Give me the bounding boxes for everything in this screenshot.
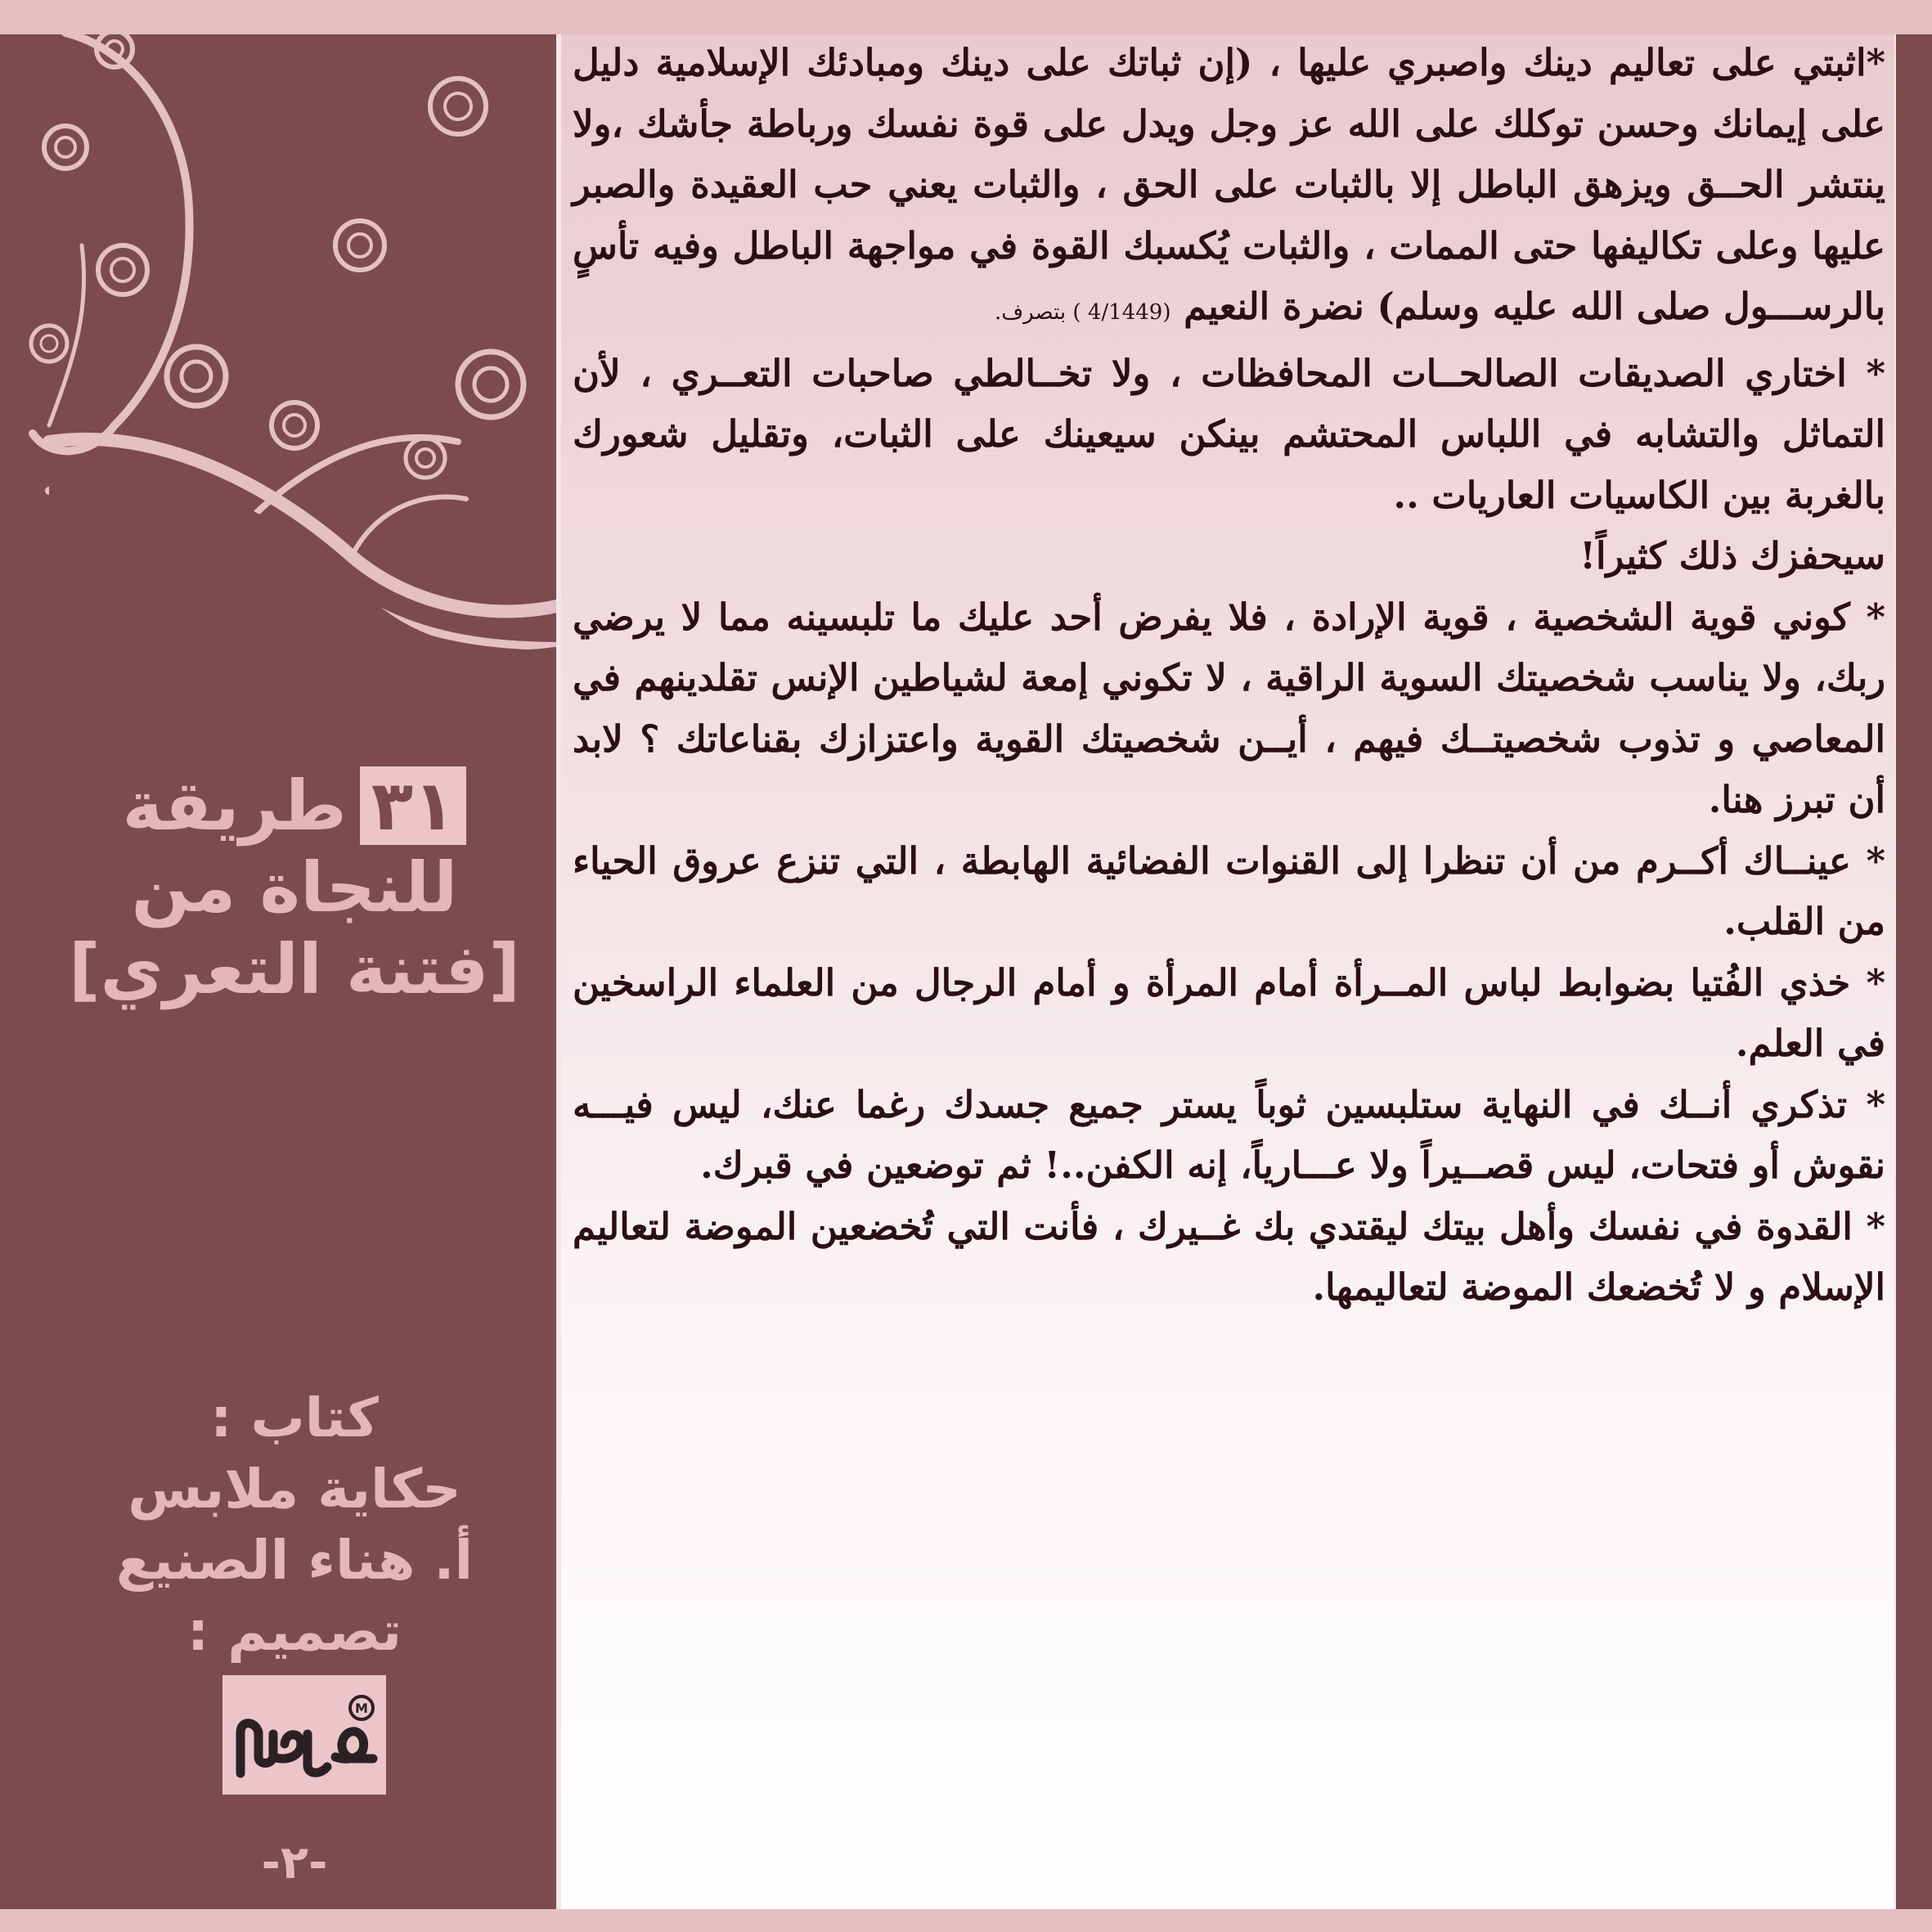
paragraph-4: * عينــاك أكــرم من أن تنظرا إلى القنوات الفضائية الهابطة ، التي تنزع عروق الحياء من القلب. [573,838,1885,943]
paragraph-6: * تذكري أنــك في النهاية ستلبسين ثوباً يستر جميع جسدك رغما عنك، ليس فيـــه نقوش أو فتحات، ليس قصــيراً ولا عـــارياً، إنه الكفن..! ثم توضعين في قبرك. [573,1082,1885,1187]
swirl-ornament-icon [0,0,560,654]
title-line-1-text: طريقة [122,766,347,846]
credit-author: أ. هناء الصنيع [115,1529,474,1592]
title-line-1 [49,765,540,847]
sidebar [0,0,560,1932]
sidebar-title [49,765,540,1010]
paragraph-2b: سيحفزك ذلك كثيراً! [1579,534,1885,577]
credit-book-name: حكاية ملابس [128,1458,461,1521]
credits [49,1382,540,1667]
svg-text:M: M [355,1701,368,1716]
page-number: -٢- [261,1836,328,1889]
title-number-badge: ٣١ [360,766,467,845]
title-line-2: للنجاة من [131,847,458,928]
credit-book-label: كتاب : [210,1386,379,1449]
paragraph-3: * كوني قوية الشخصية ، قوية الإرادة ، فلا يفرض أحد عليك ما تلبسينه مما لا يرضي ربك، ولا يناسب شخصيتك السوية الراقية ، لا تكوني إمعة لشياطين الإنس تقلدينهم في المعاصي و تذوب شخصيتــك فيهم ، أيــن شخصيتك القوية واعتزازك بقناعاتك ؟ لابد أن تبرز هنا. [573,595,1885,821]
paragraph-1-reference: (4/1449 ) بتصرف. [994,300,1171,325]
title-line-3: [فتنة التعري] [69,929,520,1009]
paragraph-2: * اختاري الصديقات الصالحــات المحافظات ، ولا تخــالطي صاحبات التعــري ، لأن التماثل والتشابه في اللباس المحتشم بينكن سيعينك على الثبات، وتقليل شعورك بالغربة بين الكاسيات العاريات .. [573,351,1885,517]
paragraph-1-text: *اثبتي على تعاليم دينك واصبري عليها ، (إن ثباتك على دينك ومبادئك الإسلامية دليل على إيمانك وحسن توكلك على الله عز وجل ويدل على قوة نفسك ورباطة جأشك ،ولا ينتشر الحــق ويزهق الباطل إلا بالثبات على الحق ، والثبات يعني حب العقيدة والصبر عليها وعلى تكاليفها حتى الممات ، والثبات يُكسبك القوة في مواجهة الباطل وفيه تأسٍ بالرســـول صلى الله عليه وسلم) نضرة النعيم [573,41,1885,328]
frame-bottom [0,1909,1932,1932]
paragraph-7: * القدوة في نفسك وأهل بيتك ليقتدي بك غــيرك ، فأنت التي تُخضعين الموضة لتعاليم الإسلام و لا تُخضعك الموضة لتعاليمها. [573,1204,1885,1309]
credit-design-label: تصميم : [186,1600,402,1663]
paragraph-1 [573,33,1885,344]
maryam-logo-icon [222,1675,386,1795]
frame-right [1896,0,1932,1932]
frame-top [0,0,1932,34]
paragraph-5: * خذي الفُتيا بضوابط لباس المــرأة أمام المرأة و أمام الرجال من العلماء الراسخين في العلم. [573,960,1885,1065]
article-body [573,33,1885,1906]
